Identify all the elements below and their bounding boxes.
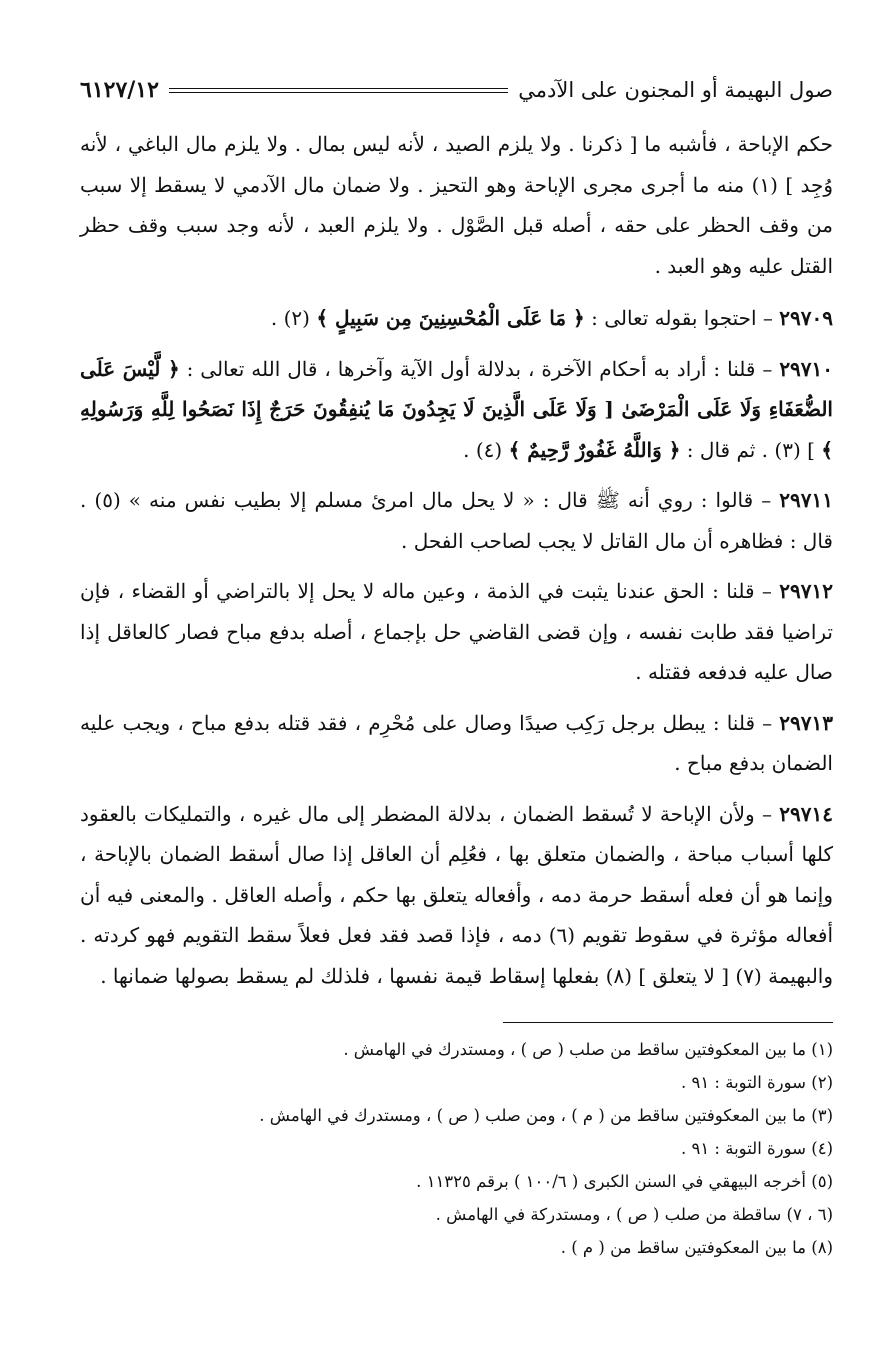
entry-text-middle: ] (٣) . ثم قال : [680, 437, 822, 462]
entry-text: – ولأن الإباحة لا تُسقط الضمان ، بدلالة المضطر إلى مال غيره ، والتمليكات بالعقود كلها أسباب مباحة ، والضمان متعلق بها ، فعُلِم أن العاقل إذا صال أسقط الضمان بالإباحة ، وإنما هو أن فعله أسقط حرمة دمه ، وأفعاله يتعلق بها حكم ، وأصله العاقل . والمعنى فيه أن أفعاله مؤثرة في سقوط تقويم (٦) دمه ، فإذا قصد فقد فعل فعلاً سقط التقويم فهو كردته . والبهيمة (٧) [ لا يتعلق ] (٨) بفعلها إسقاط قيمة نفسها ، فلذلك لم يسقط بصولها ضمانها . [80, 801, 833, 988]
entry-number: ٢٩٧١٢ [779, 579, 834, 603]
footnote: (٦ ، ٧) ساقطة من صلب ( ص ) ، ومستدركة في الهامش . [435, 1205, 833, 1224]
entry-29712 [80, 571, 833, 693]
entry-text-end: (٢) . [270, 306, 317, 330]
footnote: (١) ما بين المعكوفتين ساقط من صلب ( ص ) ، ومستدرك في الهامش . [343, 1040, 833, 1059]
entry-29709 [80, 298, 833, 339]
footnote-separator [503, 1022, 833, 1023]
entry-29710 [80, 349, 833, 471]
footnotes [80, 1033, 833, 1264]
header-rule [169, 88, 508, 93]
entry-number: ٢٩٧١٣ [779, 710, 833, 735]
paragraph-text: حكم الإباحة ، فأشبه ما [ ذكرنا . ولا يلزم الصيد ، لأنه ليس بمال . ولا يلزم مال الباغي ، لأنه وُجِد ] (١) منه ما أجرى مجرى الإباحة وهو التحيز . ولا ضمان مال الآدمي لا يسقط إلا سبب من وقف الحظر على حقه ، أصله قبل الصَّوْل . ولا يلزم العبد ، لأنه وجد سبب وقف حظر القتل عليه وهو العبد . [80, 132, 834, 278]
entry-number: ٢٩٧١٤ [779, 801, 833, 826]
footnote: (٣) ما بين المعكوفتين ساقط من ( م ) ، ومن صلب ( ص ) ، ومستدرك في الهامش . [259, 1106, 833, 1125]
footnote: (٥) أخرجه البيهقي في السنن الكبرى ( ١٠٠/٦ ) برقم ١١٣٢٥ . [416, 1172, 833, 1191]
main-text [80, 124, 833, 996]
footnote: (٢) سورة التوبة : ٩١ . [680, 1073, 833, 1092]
page-number: ٦١٢٧/١٢ [80, 77, 159, 103]
entry-text: – احتجوا بقوله تعالى : [584, 306, 773, 330]
entry-text: – قلنا : أراد به أحكام الآخرة ، بدلالة أول الآية وآخرها ، قال الله تعالى : [179, 356, 773, 381]
entry-number: ٢٩٧١١ [779, 488, 833, 512]
entry-text-end: (٤) . [463, 437, 509, 462]
entry-number: ٢٩٧١٠ [779, 356, 834, 381]
page-header [80, 70, 833, 110]
entry-text: – قلنا : يبطل برجل رَكِب صيدًا وصال على مُحْرِم ، فقد قتله بدفع مباح ، ويجب عليه الضمان بدفع مباح . [80, 710, 833, 775]
entry-29711 [80, 480, 833, 561]
footnote: (٤) سورة التوبة : ٩١ . [680, 1139, 833, 1158]
quran-verse: ﴿ لَّيْسَ عَلَى الضُّعَفَاءِ وَلَا عَلَى الْمَرْضَىٰ [ وَلَا عَلَى الَّذِينَ لَا يَجِدُونَ مَا يُنفِقُونَ حَرَجٌ إِذَا نَصَحُوا لِلَّهِ وَرَسُولِهِ ﴾ [80, 356, 833, 462]
quran-verse-2: ﴿ وَاللَّهُ غَفُورٌ رَّحِيمٌ ﴾ [508, 437, 681, 462]
entry-text: – قالوا : روي أنه ﷺ قال : « لا يحل مال امرئ مسلم إلا بطيب نفس منه » (٥) . قال : فظاهره أن مال القاتل لا يجب لصاحب الفحل . [80, 488, 833, 553]
entry-29713 [80, 703, 833, 784]
continuation-paragraph [80, 124, 833, 286]
quran-verse: ﴿ مَا عَلَى الْمُحْسِنِينَ مِن سَبِيلٍ ﴾ [316, 306, 585, 330]
running-title: صول البهيمة أو المجنون على الآدمي [518, 78, 833, 102]
entry-text: – قلنا : الحق عندنا يثبت في الذمة ، وعين ماله لا يحل إلا بالتراضي أو القضاء ، فإن تراضيا فقد طابت نفسه ، وإن قضى القاضي حل بإجماع ، أصله بدفع مباح فصار كالعاقل إذا صال عليه فدفعه فقتله . [80, 579, 833, 684]
entry-number: ٢٩٧٠٩ [779, 306, 833, 330]
entry-29714 [80, 794, 833, 997]
footnote: (٨) ما بين المعكوفتين ساقط من ( م ) . [560, 1238, 833, 1257]
